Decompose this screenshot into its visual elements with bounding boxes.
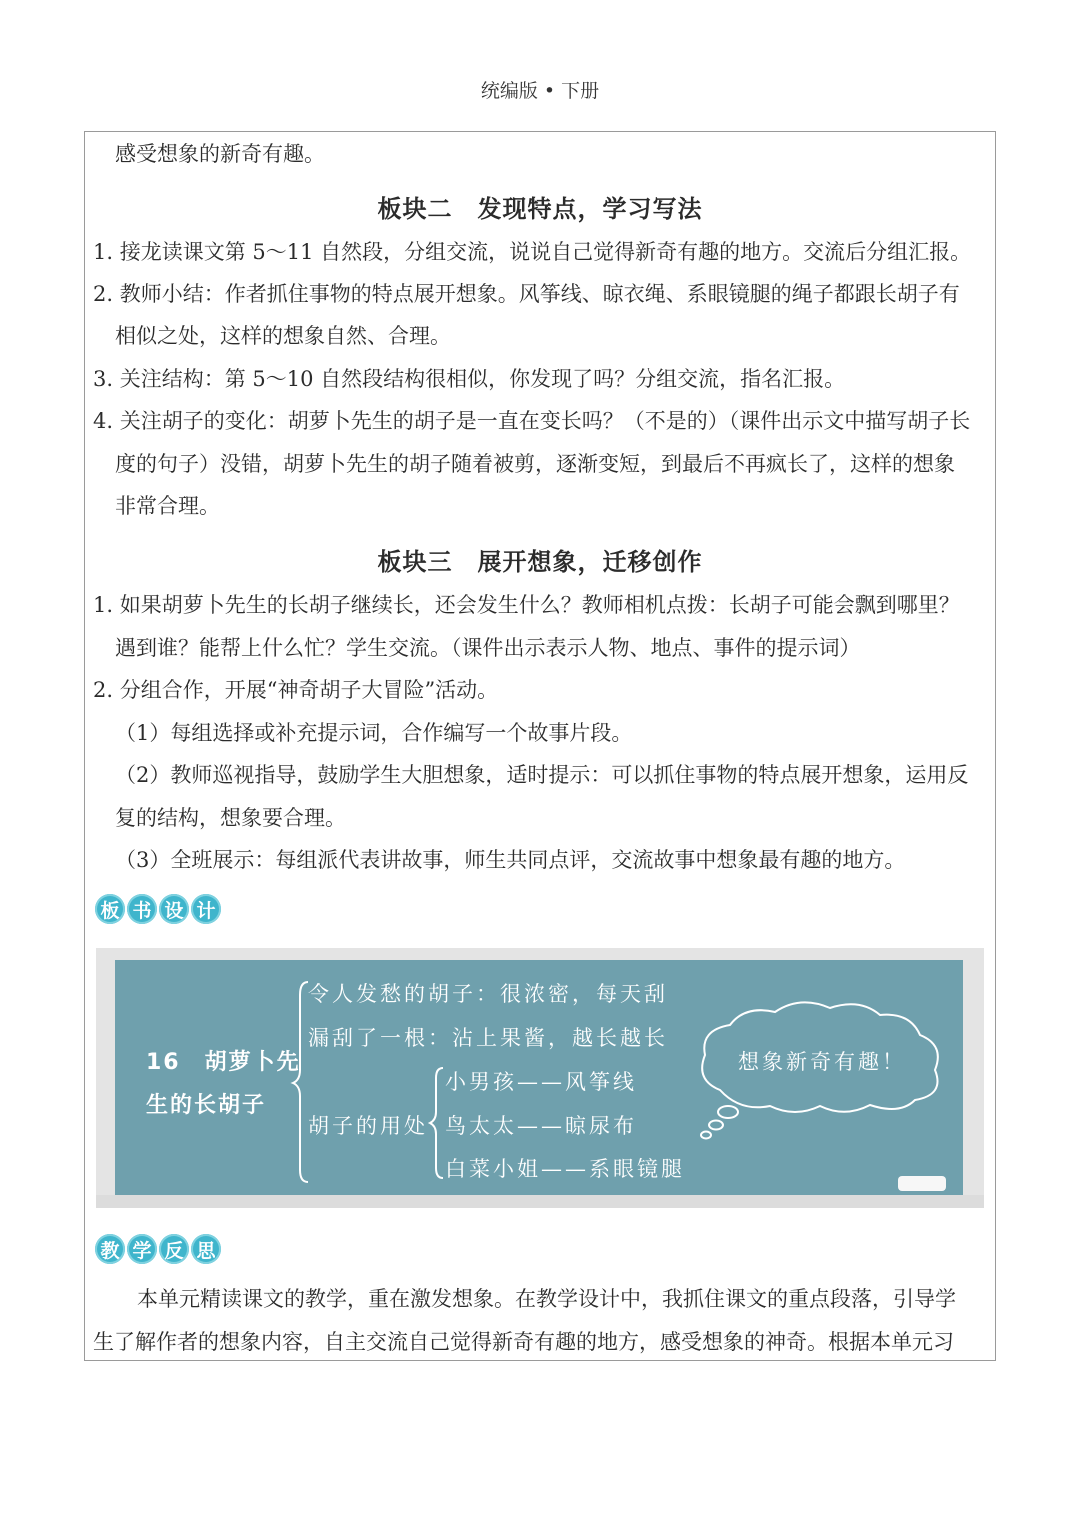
section3-line: 1. 如果胡萝卜先生的长胡子继续长，还会发生什么？教师相机点拨：长胡子可能会飘到哪里？ — [93, 593, 960, 617]
section3-line: 2. 分组合作，开展“神奇胡子大冒险”活动。 — [93, 678, 499, 702]
board-use-2: 鸟太太——晾尿布 — [445, 1114, 637, 1138]
board-cloud-text: 想象新奇有趣！ — [738, 1050, 906, 1074]
section3-heading: 板块三 展开想象，迁移创作 — [377, 547, 703, 576]
section2-line: 非常合理。 — [115, 494, 220, 518]
badge-char: 教 — [95, 1234, 125, 1264]
board-branch-2: 漏刮了一根：沾上果酱，越长越长 — [308, 1026, 668, 1050]
board-title-line2: 生的长胡子 — [146, 1093, 267, 1118]
board-branch-1: 令人发愁的胡子：很浓密，每天刮 — [308, 982, 668, 1006]
section2-line: 4. 关注胡子的变化：胡萝卜先生的胡子是一直在变长吗？（不是的）（课件出示文中描写胡子长 — [93, 409, 971, 433]
section3-line: （1）每组选择或补充提示词，合作编写一个故事片段。 — [115, 721, 633, 745]
page-header: 统编版 • 下册 — [480, 80, 600, 102]
badge-char: 板 — [95, 894, 125, 924]
section3-line: （3）全班展示：每组派代表讲故事，师生共同点评，交流故事中想象最有趣的地方。 — [115, 848, 906, 872]
section3-line: （2）教师巡视指导，鼓励学生大胆想象，适时提示：可以抓住事物的特点展开想象，运用反 — [115, 763, 969, 787]
reflection-line-1: 本单元精读课文的教学，重在激发想象。在教学设计中，我抓住课文的重点段落，引导学 — [137, 1287, 956, 1311]
section3-line: 复的结构，想象要合理。 — [115, 806, 346, 830]
badge-char: 思 — [191, 1234, 221, 1264]
board-use-3: 白菜小姐——系眼镜腿 — [445, 1157, 685, 1181]
badge-char: 学 — [127, 1234, 157, 1264]
badge-char: 设 — [159, 894, 189, 924]
badge-char: 反 — [159, 1234, 189, 1264]
section2-heading: 板块二 发现特点，学习写法 — [377, 194, 703, 223]
section2-line: 2. 教师小结：作者抓住事物的特点展开想象。风筝线、晾衣绳、系眼镜腿的绳子都跟长胡子有 — [93, 282, 960, 306]
section2-line: 度的句子）没错，胡萝卜先生的胡子随着被剪，逐渐变短，到最后不再疯长了，这样的想象 — [115, 452, 955, 476]
board-uses-label: 胡子的用处 — [308, 1114, 428, 1138]
section2-line: 相似之处，这样的想象自然、合理。 — [115, 324, 451, 348]
reflection-line-2: 生了解作者的想象内容，自主交流自己觉得新奇有趣的地方，感受想象的神奇。根据本单元习 — [93, 1330, 954, 1354]
badge-char: 书 — [127, 894, 157, 924]
reflection-badge — [95, 1234, 221, 1264]
section2-line: 3. 关注结构：第 5～10 自然段结构很相似，你发现了吗？分组交流，指名汇报。 — [93, 367, 846, 391]
badge-char: 计 — [191, 894, 221, 924]
section2-line: 1. 接龙读课文第 5～11 自然段，分组交流，说说自己觉得新奇有趣的地方。交流后分组汇报。 — [93, 240, 972, 264]
intro-line: 感受想象的新奇有趣。 — [115, 142, 325, 166]
section3-line: 遇到谁？能帮上什么忙？学生交流。（课件出示表示人物、地点、事件的提示词） — [115, 636, 861, 660]
board-title-line1: 16 胡萝卜先 — [146, 1050, 301, 1075]
board-use-1: 小男孩——风筝线 — [445, 1070, 637, 1094]
